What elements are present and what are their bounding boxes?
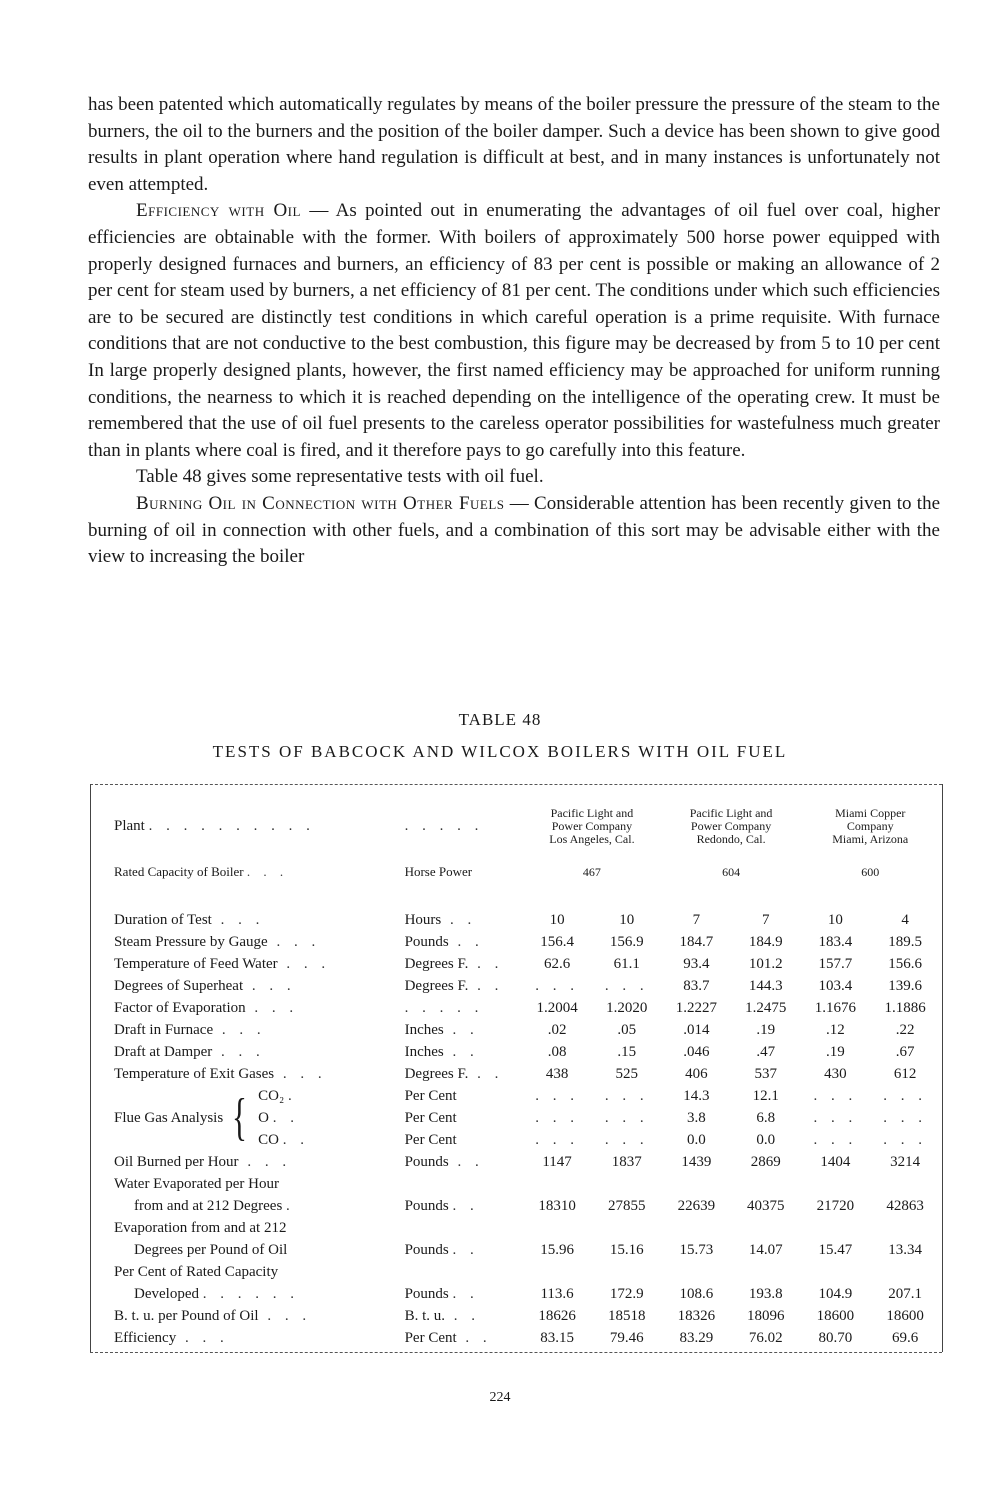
evaporation-row: Degrees per Pound of Oil Pounds . . 15.96 15.16 15.73 14.07 15.47 13.34	[98, 1239, 940, 1261]
value-cell: 15.47	[818, 1241, 853, 1258]
gas-co: CO . .	[258, 1132, 309, 1148]
test-rows-c	[98, 1305, 940, 1349]
value-cell: 18600	[816, 1307, 855, 1324]
value-cell: 108.6	[679, 1285, 714, 1302]
value-cell: .02	[547, 1021, 567, 1038]
value-cell: .19	[756, 1021, 776, 1038]
table-row: Duration of Test . . . Hours . . 10 10 7 7 10 4	[98, 909, 940, 931]
value-cell: 10	[619, 911, 635, 928]
pct-rated-label-row	[98, 1261, 940, 1283]
test-rows-b	[98, 1151, 940, 1173]
row-label: Steam Pressure by Gauge	[114, 933, 268, 950]
value-cell: 156.6	[888, 955, 922, 972]
row-unit: Degrees F.	[404, 1065, 469, 1082]
plant-header-miami: Miami Copper Company Miami, Arizona	[832, 805, 909, 846]
value-cell: .046	[683, 1043, 710, 1060]
data-table	[98, 795, 940, 1349]
value-cell: 18310	[538, 1197, 576, 1214]
value-cell: . . .	[535, 977, 579, 994]
row-unit: Pounds	[404, 933, 449, 950]
row-label: Per Cent of Rated Capacity	[114, 1263, 279, 1280]
table-row: B. t. u. per Pound of Oil . . . B. t. u. . . 18626 18518 18326 18096 18600 18600	[98, 1305, 940, 1327]
value-cell: 406	[685, 1065, 708, 1082]
table-row: Draft at Damper . . . Inches . . .08 .15 .046 .47 .19 .67	[98, 1041, 940, 1063]
row-unit: Hours	[404, 911, 442, 928]
row-label: Duration of Test	[114, 911, 212, 928]
row-label: Factor of Evaporation	[114, 999, 246, 1016]
value-cell: 14.3	[683, 1088, 710, 1104]
value-cell: 1.1676	[814, 999, 856, 1016]
value-cell: 184.7	[679, 933, 714, 950]
row-unit: Degrees F.	[404, 955, 469, 972]
value-cell: 18326	[677, 1307, 716, 1324]
brace-icon: {	[232, 1089, 248, 1146]
value-cell: .19	[826, 1043, 845, 1060]
value-cell: 69.6	[891, 1329, 919, 1346]
test-rows-a	[98, 909, 940, 1085]
value-cell: 1439	[681, 1153, 712, 1170]
table-row: Degrees of Superheat . . . Degrees F. . . . . . . . . 83.7 144.3 103.4 139.6	[98, 975, 940, 997]
value-cell: . . .	[813, 1132, 858, 1148]
dot-leader: . . . . .	[404, 817, 484, 834]
value-cell: 207.1	[888, 1285, 922, 1302]
row-label: Degrees per Pound of Oil	[134, 1241, 288, 1258]
value-cell: 7	[762, 911, 770, 928]
value-cell: 1.2020	[606, 999, 648, 1016]
value-cell: 13.34	[888, 1241, 922, 1258]
value-cell: 21720	[816, 1197, 855, 1214]
value-cell: 1404	[820, 1153, 851, 1170]
efficiency-text: As pointed out in enumerating the advantages of oil fuel over coal, higher efficiencies are obtainable with the former. With boilers of approximately 500 horse power equipped with properly designed furnaces and burners, an efficiency of 83 per cent is possible or making an allowance of 2 per cent for steam used by burners, a net efficiency of 81 per cent. The conditions under which such efficiencies are to be secured are distinctly test conditions in which careful operation is a prime requisite. With furnace conditions that are not conductive to the best combustion, this figure may be decreased by from 5 to 10 per cent In large properly designed plants, however, the first named efficiency may be approached for uniform running conditions, the nearness to which it is reached depending on the intelligence of the operating crew. It must be remembered that the use of oil fuel presents to the careless operator possibilities for wastefulness much greater than in plants where coal is fired, and it therefore pays to go carefully into this feature.	[88, 200, 940, 461]
paragraph-continued: has been patented which automatically regulates by means of the boiler pressure the pressure of the steam to the burners, the oil to the burners and the position of the boiler damper. Such a device has been shown to give good results in plant operation where hand regulation is difficult at best, and in many instances is unfortunately not even attempted.	[88, 94, 940, 195]
value-cell: 1837	[611, 1153, 642, 1170]
heading-efficiency: Efficiency with Oil	[136, 200, 301, 222]
row-label: Oil Burned per Hour	[114, 1153, 239, 1170]
value-cell: 6.8	[756, 1110, 776, 1126]
value-cell: 101.2	[748, 955, 783, 972]
value-cell: .47	[756, 1043, 776, 1060]
table-row: Draft in Furnace . . . Inches . . .02 .05 .014 .19 .12 .22	[98, 1019, 940, 1041]
value-cell: 0.0	[756, 1132, 776, 1148]
value-cell: 3214	[890, 1153, 921, 1170]
value-cell: 525	[615, 1065, 639, 1082]
flue-gas-label: Flue Gas Analysis	[114, 1109, 224, 1126]
value-cell: 27855	[608, 1197, 646, 1214]
value-cell: 1147	[542, 1153, 572, 1170]
gas-unit: Per Cent	[404, 1088, 457, 1104]
value-cell: . . .	[883, 1110, 927, 1126]
dot-leader: . . . . . . . . . .	[148, 817, 315, 834]
row-unit: Degrees F.	[404, 977, 469, 994]
pct-rated-row: Developed . . . . . . Pounds . . 113.6 172.9 108.6 193.8 104.9 207.1	[98, 1283, 940, 1305]
row-label: Draft at Damper	[114, 1043, 213, 1060]
row-unit: Pounds	[404, 1241, 449, 1258]
value-cell: . . .	[604, 1088, 649, 1104]
value-cell: 183.4	[818, 933, 853, 950]
paragraph-table-reference: Table 48 gives some representative tests with oil fuel.	[136, 466, 544, 488]
value-cell: 2869	[750, 1153, 781, 1170]
row-unit: Pounds	[404, 1197, 449, 1214]
value-cell: . . .	[604, 1110, 649, 1126]
value-cell: 42863	[886, 1197, 924, 1214]
value-cell: 76.02	[748, 1329, 783, 1346]
value-cell: 172.9	[609, 1285, 644, 1302]
value-cell: 612	[893, 1065, 917, 1082]
value-cell: 113.6	[540, 1285, 574, 1302]
row-unit: Inches	[404, 1021, 444, 1038]
row-unit: Horse Power	[404, 864, 473, 879]
value-cell: 61.1	[613, 955, 640, 972]
value-cell: .22	[895, 1021, 915, 1038]
value-cell: 18626	[538, 1307, 576, 1324]
value-cell: 1.2004	[536, 999, 578, 1016]
page-number: 224	[489, 1390, 511, 1405]
value-cell: .67	[895, 1043, 915, 1060]
table-row: Factor of Evaporation . . . . . . . . 1.2004 1.2020 1.2227 1.2475 1.1676 1.1886	[98, 997, 940, 1019]
row-label: from and at 212 Degrees	[134, 1197, 283, 1214]
gas-o: O . .	[258, 1110, 299, 1126]
table-row: Temperature of Feed Water . . . Degrees F. . . 62.6 61.1 93.4 101.2 157.7 156.6	[98, 953, 940, 975]
value-cell: . . .	[604, 1132, 649, 1148]
table-top-rule	[90, 784, 942, 785]
row-label: Temperature of Feed Water	[114, 955, 278, 972]
row-label: Developed	[134, 1285, 199, 1302]
value-cell: .05	[617, 1021, 637, 1038]
value-cell: . . .	[535, 1132, 579, 1148]
table-left-rule	[90, 784, 91, 1352]
value-cell: 83.15	[540, 1329, 574, 1346]
row-unit: Pounds	[404, 1153, 449, 1170]
value-cell: 157.7	[818, 955, 853, 972]
row-label: Water Evaporated per Hour	[114, 1175, 279, 1192]
value-cell: 22639	[677, 1197, 716, 1214]
value-cell: 3.8	[686, 1110, 706, 1126]
plant-header-la: Pacific Light and Power Company Los Angeles, Cal.	[549, 805, 635, 846]
value-cell: . . .	[535, 1088, 579, 1104]
table-bottom-rule	[90, 1352, 942, 1353]
value-cell: . . .	[813, 1088, 858, 1104]
value-cell: 156.9	[609, 933, 644, 950]
value-cell: 430	[824, 1065, 847, 1082]
value-cell: 438	[545, 1065, 569, 1082]
value-cell: 144.3	[748, 977, 783, 994]
value-cell: 1.1886	[884, 999, 926, 1016]
row-label: Evaporation from and at 212	[114, 1219, 287, 1236]
value-cell: 80.70	[818, 1329, 853, 1346]
rated-miami: 600	[861, 864, 880, 879]
row-label: Rated Capacity of Boiler	[114, 864, 244, 879]
table-row: Oil Burned per Hour . . . Pounds . . 1147 1837 1439 2869 1404 3214	[98, 1151, 940, 1173]
value-cell: 189.5	[888, 933, 922, 950]
value-cell: . . .	[813, 1110, 858, 1126]
value-cell: 62.6	[543, 955, 571, 972]
value-cell: 10	[827, 911, 843, 928]
row-label: Degrees of Superheat	[114, 977, 244, 994]
evaporation-label-row	[98, 1217, 940, 1239]
value-cell: 184.9	[748, 933, 783, 950]
gas-unit: Per Cent	[404, 1110, 457, 1126]
value-cell: 156.4	[540, 933, 574, 950]
rated-la: 467	[582, 864, 601, 879]
value-cell: 104.9	[818, 1285, 853, 1302]
value-cell: 12.1	[752, 1088, 779, 1104]
row-unit: Per Cent	[404, 1329, 457, 1346]
value-cell: 15.96	[540, 1241, 574, 1258]
row-unit: Inches	[404, 1043, 444, 1060]
row-unit: Pounds	[404, 1285, 449, 1302]
value-cell: 1.2475	[745, 999, 787, 1016]
burning-text: Considerable attention has been recently given to the burning of oil in connection with other fuels, and a combination of this sort may be advisable either with the view to increasing the boiler	[88, 492, 941, 568]
value-cell: 18518	[608, 1307, 646, 1324]
value-cell: 10	[549, 911, 565, 928]
value-cell: .08	[547, 1043, 567, 1060]
value-cell: 93.4	[683, 955, 710, 972]
row-label: Efficiency	[114, 1329, 177, 1346]
row-unit: B. t. u.	[404, 1307, 446, 1324]
row-label: B. t. u. per Pound of Oil	[114, 1307, 259, 1324]
value-cell: 83.29	[679, 1329, 714, 1346]
rated-capacity-row: Rated Capacity of Boiler . . . Horse Power 467 604 600	[98, 857, 940, 887]
value-cell: 139.6	[888, 977, 922, 994]
table-row: Temperature of Exit Gases . . . Degrees F. . . 438 525 406 537 430 612	[98, 1063, 940, 1085]
value-cell: 4	[901, 911, 909, 928]
value-cell: 7	[692, 911, 701, 928]
table-title: TESTS OF BABCOCK AND WILCOX BOILERS WITH OIL FUEL	[212, 742, 788, 761]
table-label: TABLE 48	[458, 710, 542, 729]
table-right-rule	[942, 784, 943, 1352]
value-cell: . . .	[883, 1088, 927, 1104]
value-cell: 103.4	[818, 977, 853, 994]
paragraph-efficiency: Efficiency with Oil — As pointed out in enumerating the advantages of oil fuel over coal, higher efficiencies are obtainable with the former. With boilers of approximately 500 horse power equipped with properly designed furnaces and burners, an efficiency of 83 per cent is possible or making an allowance of 2 per cent for steam used by burners, a net efficiency of 81 per cent. The conditions under which such efficiencies are to be secured are distinctly test conditions in which careful operation is a prime requisite. With furnace conditions that are not conductive to the best combustion, this figure may be decreased by from 5 to 10 per cent In large properly designed plants, however, the first named efficiency may be approached for uniform running conditions, the nearness to which it is reached depending on the intelligence of the operating crew. It must be remembered that the use of oil fuel presents to the careless operator possibilities for wastefulness much greater than in plants where coal is fired, and it therefore pays to go carefully into this feature.	[88, 200, 940, 461]
value-cell: . . .	[535, 1110, 579, 1126]
value-cell: 18600	[886, 1307, 924, 1324]
value-cell: 83.7	[683, 977, 710, 994]
gas-co2: CO₂ .	[258, 1088, 297, 1104]
header-row	[98, 795, 940, 857]
value-cell: . . .	[883, 1132, 927, 1148]
heading-burning: Burning Oil in Connection with Other Fuels	[136, 492, 505, 514]
paragraph-burning: Burning Oil in Connection with Other Fuels — Considerable attention has been recently given to the burning of oil in connection with other fuels, and a combination of this sort may be advisable either with the view to increasing the boiler	[88, 492, 941, 568]
value-cell: 537	[754, 1065, 778, 1082]
row-label: Draft in Furnace	[114, 1021, 214, 1038]
water-evaporated-row: from and at 212 Degrees . Pounds . . 18310 27855 22639 40375 21720 42863	[98, 1195, 940, 1217]
value-cell: 79.46	[609, 1329, 644, 1346]
water-evaporated-label-row	[98, 1173, 940, 1195]
value-cell: .15	[617, 1043, 637, 1060]
row-label: Temperature of Exit Gases	[114, 1065, 275, 1082]
flue-gas-row	[98, 1085, 940, 1151]
value-cell: 0.0	[686, 1132, 706, 1148]
body-text	[88, 92, 940, 571]
value-cell: 14.07	[748, 1241, 783, 1258]
value-cell: 15.73	[679, 1241, 714, 1258]
plant-label: Plant	[114, 817, 145, 834]
table-row: Efficiency . . . Per Cent . . 83.15 79.46 83.29 76.02 80.70 69.6	[98, 1327, 940, 1349]
value-cell: .12	[826, 1021, 845, 1038]
value-cell: 15.16	[609, 1241, 644, 1258]
plant-header-redondo: Pacific Light and Power Company Redondo, Cal.	[689, 805, 773, 846]
table-row: Steam Pressure by Gauge . . . Pounds . . 156.4 156.9 184.7 184.9 183.4 189.5	[98, 931, 940, 953]
value-cell: .014	[683, 1021, 710, 1038]
value-cell: 18096	[747, 1307, 785, 1324]
value-cell: 40375	[747, 1197, 785, 1214]
value-cell: 1.2227	[675, 999, 717, 1016]
gas-unit: Per Cent	[404, 1132, 457, 1148]
value-cell: 193.8	[748, 1285, 783, 1302]
rated-redondo: 604	[722, 864, 741, 879]
value-cell: . . .	[604, 977, 649, 994]
